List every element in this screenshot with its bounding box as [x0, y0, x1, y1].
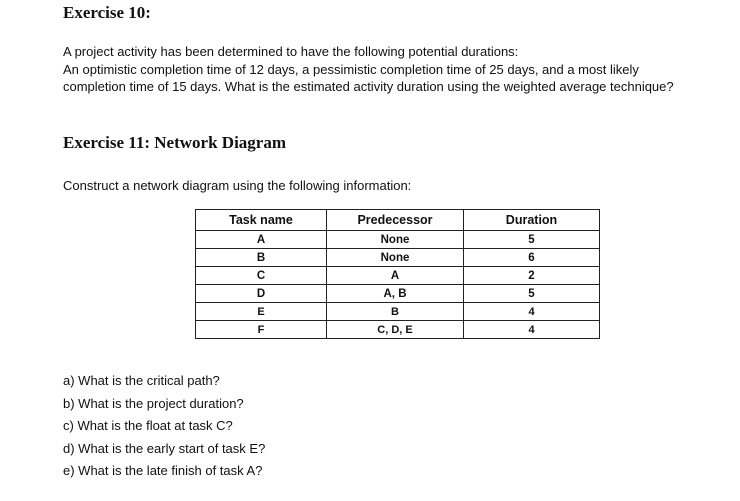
duration-cell: 2: [464, 267, 600, 285]
table-row: [196, 267, 600, 285]
table-row: [196, 321, 600, 339]
task-name-cell: A: [196, 231, 327, 249]
list-item: a) What is the critical path?: [63, 373, 220, 388]
task-table: [195, 209, 600, 339]
table-row: [196, 303, 600, 321]
predecessor-cell: B: [327, 303, 464, 321]
task-name-cell: E: [196, 303, 327, 321]
duration-cell: 5: [464, 231, 600, 249]
task-name-cell: B: [196, 249, 327, 267]
duration-cell: 4: [464, 321, 600, 339]
predecessor-cell: A: [327, 267, 464, 285]
task-name-cell: F: [196, 321, 327, 339]
table-row: [196, 231, 600, 249]
question-line: completion time of 15 days. What is the estimated activity duration using the weighted average technique?: [63, 79, 674, 94]
predecessor-cell: C, D, E: [327, 321, 464, 339]
task-name-cell: C: [196, 267, 327, 285]
exercise-10-title: Exercise 10:: [63, 3, 151, 22]
header-duration: Duration: [464, 210, 600, 231]
header-predecessor: Predecessor: [327, 210, 464, 231]
exercise-10-question: [63, 43, 733, 96]
list-item: d) What is the early start of task E?: [63, 440, 266, 456]
task-name-cell: D: [196, 285, 327, 303]
table-row: [196, 249, 600, 267]
list-item: e) What is the late finish of task A?: [63, 463, 263, 478]
question-line: An optimistic completion time of 12 days, a pessimistic completion time of 25 days, and a most likely: [63, 61, 639, 77]
duration-cell: 6: [464, 249, 600, 267]
list-item: c) What is the float at task C?: [63, 418, 233, 433]
list-item: b) What is the project duration?: [63, 395, 244, 411]
exercise-11-title: Exercise 11: Network Diagram: [63, 133, 286, 152]
duration-cell: 5: [464, 285, 600, 303]
header-task-name: Task name: [196, 210, 327, 231]
predecessor-cell: None: [327, 249, 464, 267]
table-header-row: [196, 210, 600, 231]
question-list: [63, 370, 265, 483]
question-line: A project activity has been determined to have the following potential durations:: [63, 44, 519, 59]
predecessor-cell: None: [327, 231, 464, 249]
duration-cell: 4: [464, 303, 600, 321]
exercise-11-intro: Construct a network diagram using the following information:: [63, 178, 412, 193]
table-row: [196, 285, 600, 303]
predecessor-cell: A, B: [327, 285, 464, 303]
